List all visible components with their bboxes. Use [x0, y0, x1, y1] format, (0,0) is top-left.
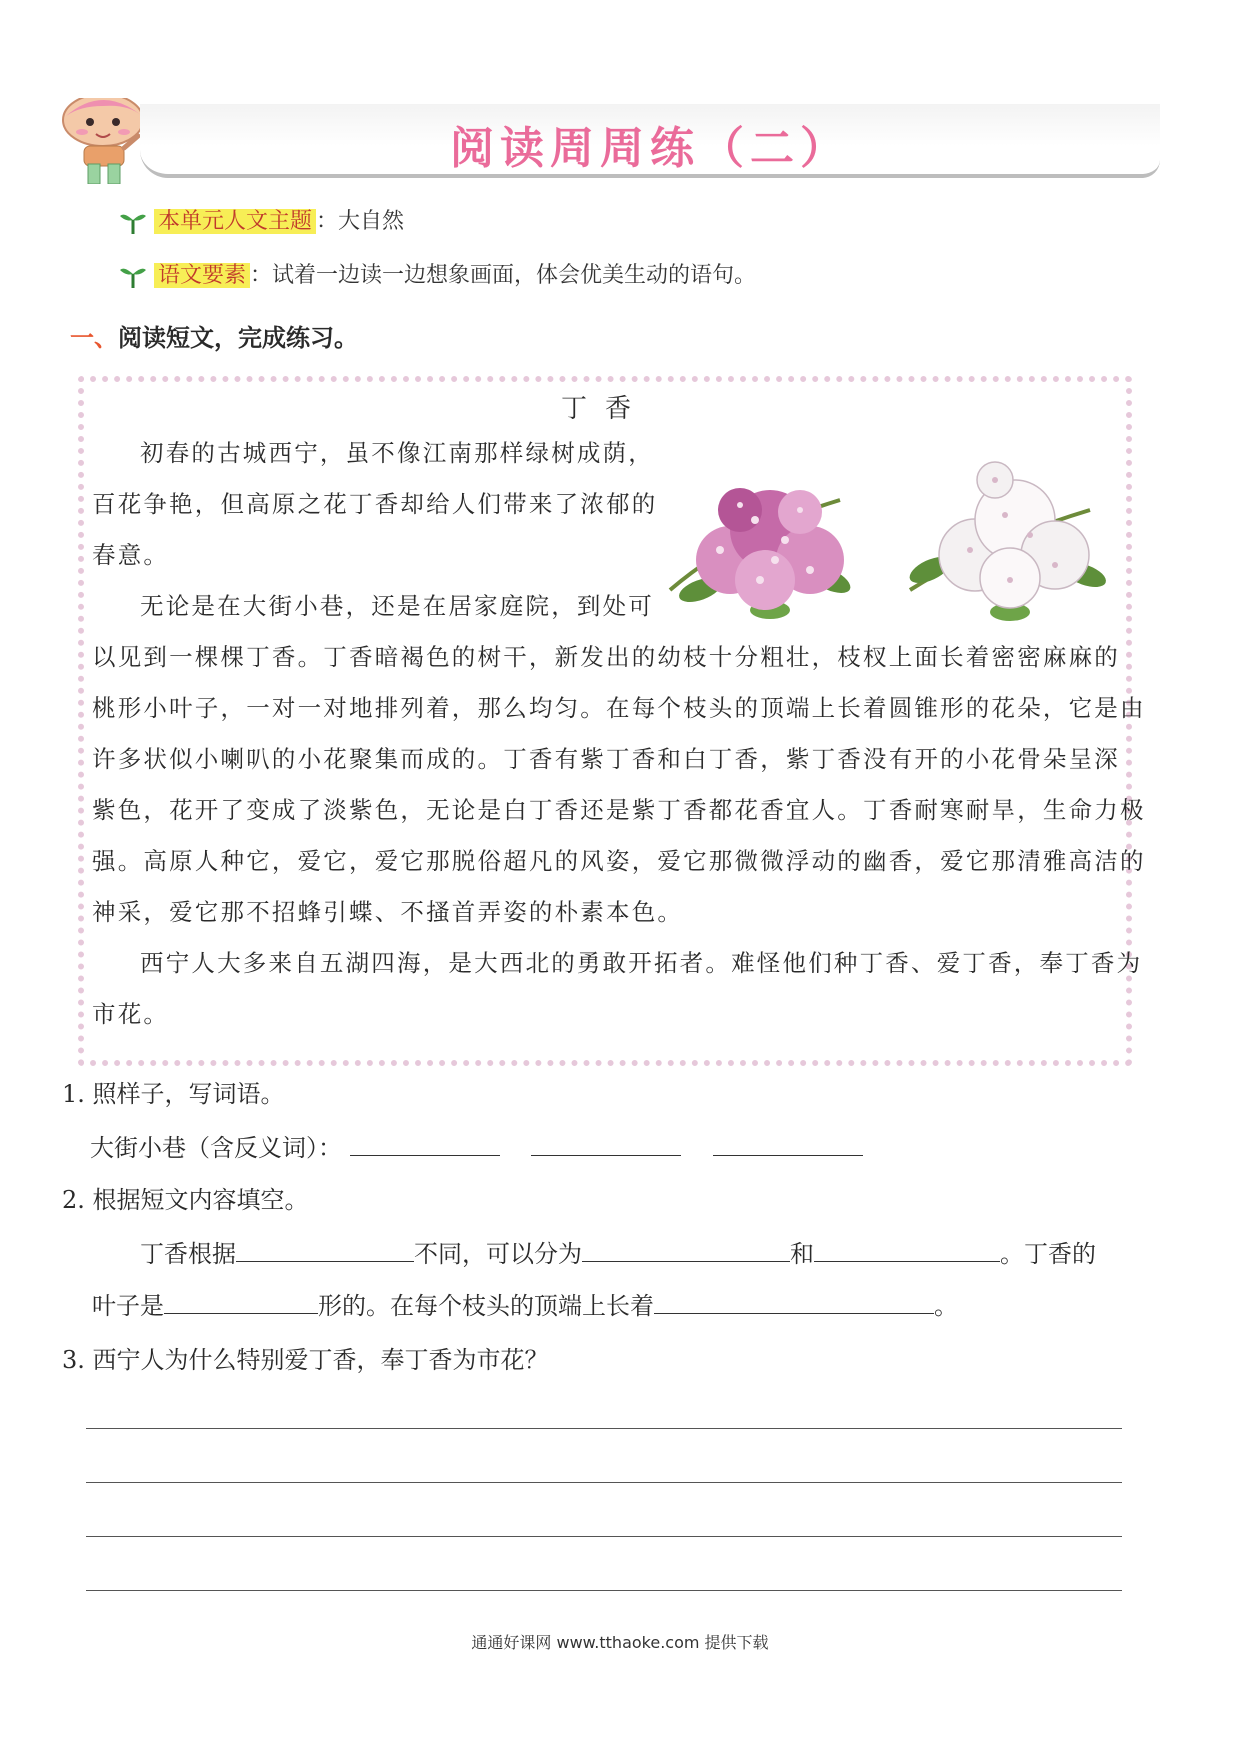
- sprout-icon: [120, 264, 146, 288]
- purple-lilac-icon: [670, 488, 854, 619]
- answer-line[interactable]: [86, 1536, 1122, 1537]
- q2-text: 和: [790, 1240, 814, 1268]
- question-2-line-1: [140, 1234, 1096, 1269]
- passage-title: 丁香: [560, 394, 649, 424]
- passage-line: 百花争艳，但高原之花丁香却给人们带来了浓郁的: [92, 490, 658, 518]
- theme-label: 本单元人文主题: [154, 209, 316, 234]
- theme-value: 大自然: [338, 209, 405, 234]
- passage-line: 市花。: [92, 1000, 170, 1028]
- footer-credit: 通通好课网 www.tthaoke.com 提供下载: [471, 1633, 769, 1652]
- answer-blank[interactable]: [814, 1260, 1000, 1262]
- question-1: 1. 照样子，写词语。: [62, 1080, 285, 1108]
- passage-line: 西宁人大多来自五湖四海，是大西北的勇敢开拓者。难怪他们种丁香、爱丁香，奉丁香为: [140, 949, 1143, 977]
- page-title: 阅读周周练（二）: [450, 123, 850, 174]
- answer-blank[interactable]: [713, 1154, 863, 1156]
- passage-line: 许多状似小喇叭的小花聚集而成的。丁香有紫丁香和白丁香，紫丁香没有开的小花骨朵呈深: [92, 745, 1120, 773]
- answer-blank[interactable]: [164, 1312, 318, 1314]
- passage-line: 春意。: [92, 541, 170, 569]
- white-lilac-icon: [906, 462, 1109, 621]
- q1-prompt-text: 大街小巷（含反义词）：: [90, 1134, 342, 1162]
- q2-text: 不同，可以分为: [414, 1240, 582, 1268]
- lilac-illustrations: [660, 440, 1120, 630]
- answer-blank[interactable]: [654, 1312, 934, 1314]
- question-2: 2. 根据短文内容填空。: [62, 1186, 309, 1214]
- answer-blank[interactable]: [582, 1260, 790, 1262]
- q2-text: 形的。在每个枝头的顶端上长着: [318, 1292, 654, 1320]
- answer-blank[interactable]: [531, 1154, 681, 1156]
- answer-line[interactable]: [86, 1590, 1122, 1591]
- passage-line: 紫色，花开了变成了淡紫色，无论是白丁香还是紫丁香都花香宜人。丁香耐寒耐旱，生命力极: [92, 796, 1146, 824]
- answer-line[interactable]: [86, 1482, 1122, 1483]
- q2-text: 。: [934, 1292, 958, 1320]
- q2-text: 丁香根据: [140, 1240, 236, 1268]
- sprout-icon: [120, 210, 146, 234]
- q2-text: 叶子是: [92, 1292, 164, 1320]
- passage-line: 以见到一棵棵丁香。丁香暗褐色的树干，新发出的幼枝十分粗壮，枝杈上面长着密密麻麻的: [92, 643, 1120, 671]
- question-1-prompt: [90, 1128, 863, 1163]
- passage-line: 神采，爱它那不招蜂引蝶、不搔首弄姿的朴素本色。: [92, 898, 684, 926]
- element-value: 试着一边读一边想象画面，体会优美生动的语句。: [272, 263, 757, 288]
- theme-row: 本单元人文主题 ：大自然: [120, 204, 404, 235]
- language-element-row: 语文要素 ：试着一边读一边想象画面，体会优美生动的语句。: [120, 258, 756, 289]
- question-2-line-2: [92, 1286, 958, 1321]
- section-title: 阅读短文，完成练习。: [118, 324, 358, 352]
- answer-blank[interactable]: [236, 1260, 414, 1262]
- answer-blank[interactable]: [350, 1154, 500, 1156]
- section-heading: [70, 318, 358, 353]
- section-number: 一、: [70, 324, 118, 352]
- passage-line: 强。高原人种它，爱它，爱它那脱俗超凡的风姿，爱它那微微浮动的幽香，爱它那清雅高洁的: [92, 847, 1146, 875]
- passage-line: 桃形小叶子，一对一对地排列着，那么均匀。在每个枝头的顶端上长着圆锥形的花朵，它是由: [92, 694, 1146, 722]
- question-3: 3. 西宁人为什么特别爱丁香，奉丁香为市花？: [62, 1346, 549, 1374]
- q2-text: 。丁香的: [1000, 1240, 1096, 1268]
- answer-line[interactable]: [86, 1428, 1122, 1429]
- passage-line: 初春的古城西宁，虽不像江南那样绿树成荫，: [140, 439, 654, 467]
- passage-line: 无论是在大街小巷，还是在居家庭院，到处可: [140, 592, 654, 620]
- element-label: 语文要素: [154, 263, 250, 288]
